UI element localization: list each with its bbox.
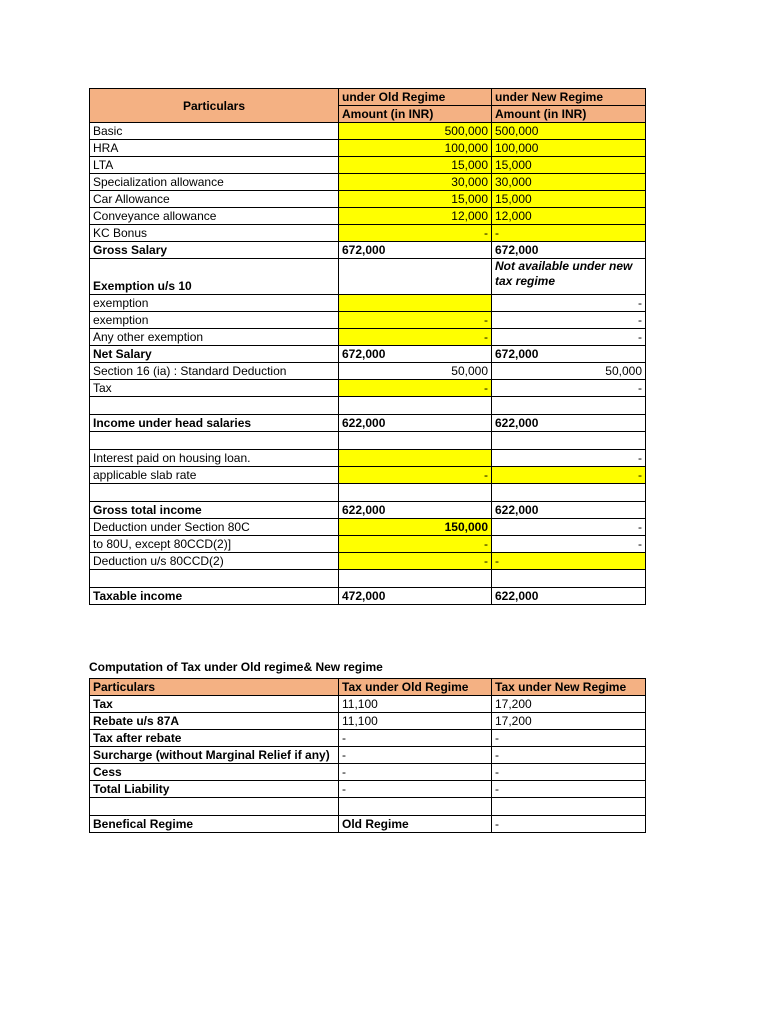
old-value: -	[339, 536, 492, 553]
label: Gross Salary	[90, 242, 339, 259]
old-value	[339, 259, 492, 295]
old-value: 12,000	[339, 208, 492, 225]
new-value: -	[492, 816, 646, 833]
label: exemption	[90, 312, 339, 329]
new-value: -	[492, 295, 646, 312]
new-value: 622,000	[492, 415, 646, 432]
row-gross-salary	[90, 242, 646, 259]
new-value: 12,000	[492, 208, 646, 225]
row-deduction-80u	[90, 536, 646, 553]
label: to 80U, except 80CCD(2)]	[90, 536, 339, 553]
new-value: 672,000	[492, 242, 646, 259]
old-value: -	[339, 747, 492, 764]
new-value: 15,000	[492, 157, 646, 174]
old-value: 11,100	[339, 713, 492, 730]
old-value: 11,100	[339, 696, 492, 713]
new-value: -	[492, 764, 646, 781]
old-value	[339, 295, 492, 312]
row-beneficial-regime	[90, 816, 646, 833]
new-value: -	[492, 747, 646, 764]
row-blank	[90, 397, 646, 415]
old-value: -	[339, 781, 492, 798]
label: Basic	[90, 123, 339, 140]
new-value: 17,200	[492, 713, 646, 730]
row-net-salary	[90, 346, 646, 363]
row-total-liability	[90, 781, 646, 798]
header-particulars: Particulars	[90, 89, 339, 123]
row-tax-after-rebate	[90, 730, 646, 747]
row-cess	[90, 764, 646, 781]
old-value: 672,000	[339, 242, 492, 259]
old-value: Old Regime	[339, 816, 492, 833]
new-value: -	[492, 312, 646, 329]
new-regime-note: Not available under new tax regime	[492, 259, 646, 295]
row-tax	[90, 380, 646, 397]
label: exemption	[90, 295, 339, 312]
label: Deduction u/s 80CCD(2)	[90, 553, 339, 570]
label: LTA	[90, 157, 339, 174]
new-value: -	[492, 519, 646, 536]
salary-computation-table	[89, 88, 646, 605]
old-value: -	[339, 225, 492, 242]
old-value: 672,000	[339, 346, 492, 363]
old-value: 150,000	[339, 519, 492, 536]
new-value: 50,000	[492, 363, 646, 380]
header-particulars: Particulars	[90, 679, 339, 696]
label: Net Salary	[90, 346, 339, 363]
label: Car Allowance	[90, 191, 339, 208]
old-value: -	[339, 553, 492, 570]
new-value: -	[492, 781, 646, 798]
new-value: 622,000	[492, 588, 646, 605]
row-blank	[90, 570, 646, 588]
new-value: -	[492, 450, 646, 467]
row-basic	[90, 123, 646, 140]
header-row	[90, 679, 646, 696]
label: Tax	[90, 696, 339, 713]
header-new-regime: under New Regime	[492, 89, 646, 106]
new-value: -	[492, 380, 646, 397]
new-value: 100,000	[492, 140, 646, 157]
old-value: 50,000	[339, 363, 492, 380]
new-value: -	[492, 730, 646, 747]
tax-computation-table	[89, 678, 646, 833]
old-value: 100,000	[339, 140, 492, 157]
old-value: -	[339, 730, 492, 747]
header-new-regime-tax: Tax under New Regime	[492, 679, 646, 696]
new-value: 15,000	[492, 191, 646, 208]
row-car-allowance	[90, 191, 646, 208]
row-deduction-80c	[90, 519, 646, 536]
header-new-amount: Amount (in INR)	[492, 106, 646, 123]
new-value: 622,000	[492, 502, 646, 519]
label: Tax after rebate	[90, 730, 339, 747]
old-value: -	[339, 312, 492, 329]
old-value: -	[339, 329, 492, 346]
tax-computation-title: Computation of Tax under Old regime& New regime	[89, 660, 383, 674]
row-kc-bonus	[90, 225, 646, 242]
row-housing-loan	[90, 450, 646, 467]
label: Section 16 (ia) : Standard Deduction	[90, 363, 339, 380]
old-value: -	[339, 467, 492, 484]
row-blank	[90, 798, 646, 816]
row-deduction-80ccd2	[90, 553, 646, 570]
new-value: -	[492, 329, 646, 346]
new-value: 17,200	[492, 696, 646, 713]
row-gross-total-income	[90, 502, 646, 519]
label: Income under head salaries	[90, 415, 339, 432]
label: Any other exemption	[90, 329, 339, 346]
old-value: 472,000	[339, 588, 492, 605]
new-value: 30,000	[492, 174, 646, 191]
label: Tax	[90, 380, 339, 397]
row-tax	[90, 696, 646, 713]
new-value: -	[492, 225, 646, 242]
old-value: 622,000	[339, 415, 492, 432]
label: Total Liability	[90, 781, 339, 798]
label: applicable slab rate	[90, 467, 339, 484]
header-old-regime: under Old Regime	[339, 89, 492, 106]
row-taxable-income	[90, 588, 646, 605]
label: Exemption u/s 10	[90, 259, 339, 295]
row-standard-deduction	[90, 363, 646, 380]
label: Conveyance allowance	[90, 208, 339, 225]
new-value: -	[492, 536, 646, 553]
label: Taxable income	[90, 588, 339, 605]
old-value: 15,000	[339, 191, 492, 208]
old-value: 15,000	[339, 157, 492, 174]
label: Deduction under Section 80C	[90, 519, 339, 536]
old-value: 30,000	[339, 174, 492, 191]
header-old-amount: Amount (in INR)	[339, 106, 492, 123]
row-exemption-10	[90, 259, 646, 295]
row-surcharge	[90, 747, 646, 764]
row-exemption-1	[90, 295, 646, 312]
old-value: 500,000	[339, 123, 492, 140]
new-value: -	[492, 467, 646, 484]
new-value: 500,000	[492, 123, 646, 140]
label: Specialization allowance	[90, 174, 339, 191]
row-lta	[90, 157, 646, 174]
row-other-exemption	[90, 329, 646, 346]
row-income-salaries	[90, 415, 646, 432]
label: Rebate u/s 87A	[90, 713, 339, 730]
old-value	[339, 450, 492, 467]
label: Benefical Regime	[90, 816, 339, 833]
label: KC Bonus	[90, 225, 339, 242]
old-value: -	[339, 380, 492, 397]
row-exemption-2	[90, 312, 646, 329]
label: HRA	[90, 140, 339, 157]
row-rebate	[90, 713, 646, 730]
row-hra	[90, 140, 646, 157]
row-specialization	[90, 174, 646, 191]
label: Cess	[90, 764, 339, 781]
old-value: -	[339, 764, 492, 781]
row-blank	[90, 484, 646, 502]
label: Surcharge (without Marginal Relief if any)	[90, 747, 339, 764]
header-old-regime-tax: Tax under Old Regime	[339, 679, 492, 696]
old-value: 622,000	[339, 502, 492, 519]
row-slab-rate	[90, 467, 646, 484]
row-conveyance	[90, 208, 646, 225]
new-value: -	[492, 553, 646, 570]
label: Gross total income	[90, 502, 339, 519]
new-value: 672,000	[492, 346, 646, 363]
row-blank	[90, 432, 646, 450]
label: Interest paid on housing loan.	[90, 450, 339, 467]
